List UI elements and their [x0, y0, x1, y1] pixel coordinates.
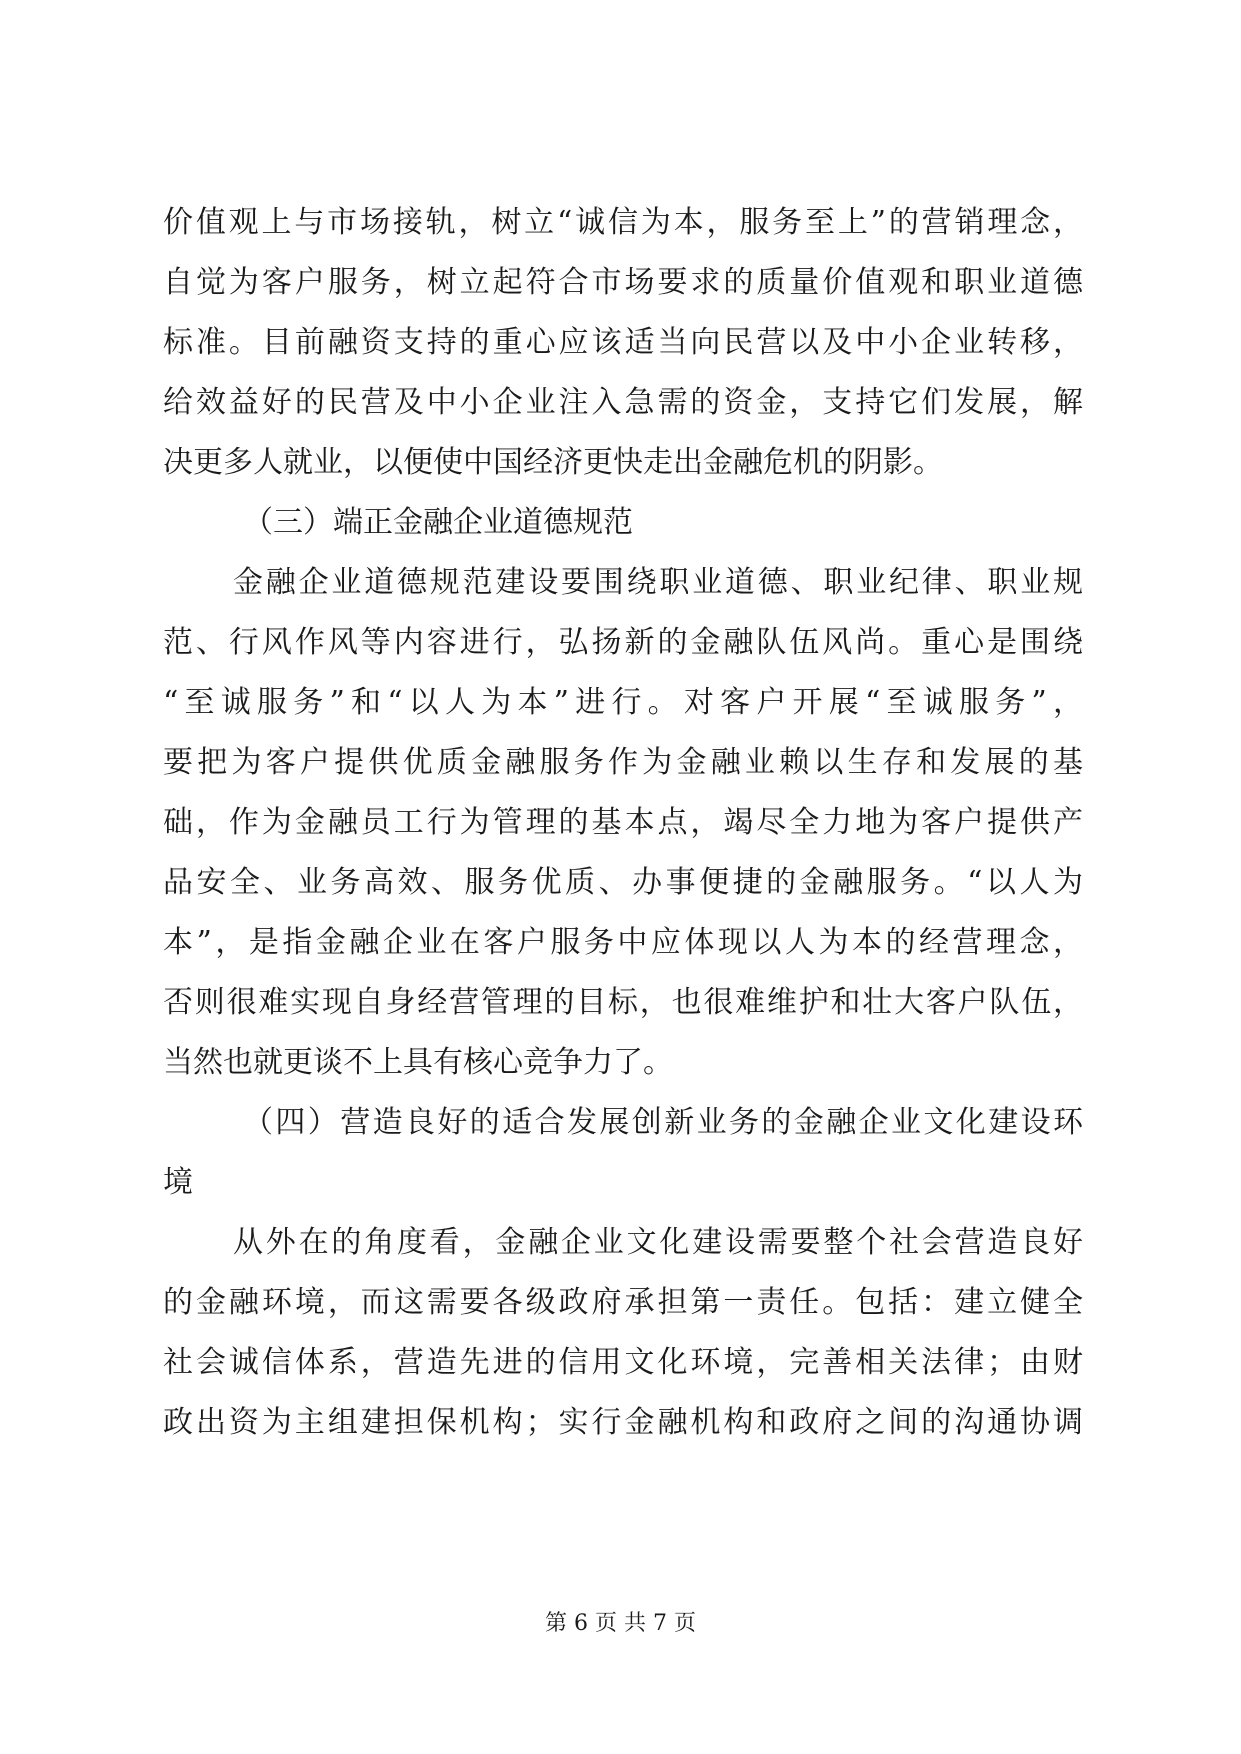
- body-line: 的金融环境，而这需要各级政府承担第一责任。包括：建立健全: [163, 1285, 1083, 1320]
- body-line: 金融企业道德规范建设要围绕职业道德、职业纪律、职业规: [233, 565, 1083, 600]
- body-line: 标准。目前融资支持的重心应该适当向民营以及中小企业转移，: [163, 325, 1083, 360]
- body-line: 否则很难实现自身经营管理的目标，也很难维护和壮大客户队伍，: [163, 985, 1083, 1020]
- body-line: 自觉为客户服务，树立起符合市场要求的质量价值观和职业道德: [163, 265, 1083, 300]
- body-line: 本”，是指金融企业在客户服务中应体现以人为本的经营理念，: [163, 925, 1083, 960]
- page-number-footer: 第 6 页 共 7 页: [545, 1611, 696, 1636]
- body-line: 当然也就更谈不上具有核心竞争力了。: [163, 1045, 673, 1080]
- body-line: 决更多人就业，以便使中国经济更快走出金融危机的阴影。: [163, 445, 943, 480]
- body-line: 要把为客户提供优质金融服务作为金融业赖以生存和发展的基: [163, 745, 1083, 780]
- body-line: 础，作为金融员工行为管理的基本点，竭尽全力地为客户提供产: [163, 805, 1083, 840]
- body-line: 品安全、业务高效、服务优质、办事便捷的金融服务。“以人为: [163, 865, 1083, 900]
- body-line: 社会诚信体系，营造先进的信用文化环境，完善相关法律；由财: [163, 1345, 1083, 1380]
- section-heading-continued: 境: [163, 1165, 193, 1200]
- body-line: 范、行风作风等内容进行，弘扬新的金融队伍风尚。重心是围绕: [163, 625, 1083, 660]
- section-heading: （三）端正金融企业道德规范: [243, 505, 633, 540]
- section-heading: （四）营造良好的适合发展创新业务的金融企业文化建设环: [243, 1105, 1083, 1140]
- body-line: 给效益好的民营及中小企业注入急需的资金，支持它们发展，解: [163, 385, 1083, 420]
- body-line: “至诚服务”和“以人为本”进行。对客户开展“至诚服务”，: [163, 685, 1083, 720]
- body-line: 价值观上与市场接轨，树立“诚信为本，服务至上”的营销理念，: [163, 205, 1083, 240]
- body-line: 政出资为主组建担保机构；实行金融机构和政府之间的沟通协调: [163, 1405, 1083, 1440]
- body-line: 从外在的角度看，金融企业文化建设需要整个社会营造良好: [233, 1225, 1083, 1260]
